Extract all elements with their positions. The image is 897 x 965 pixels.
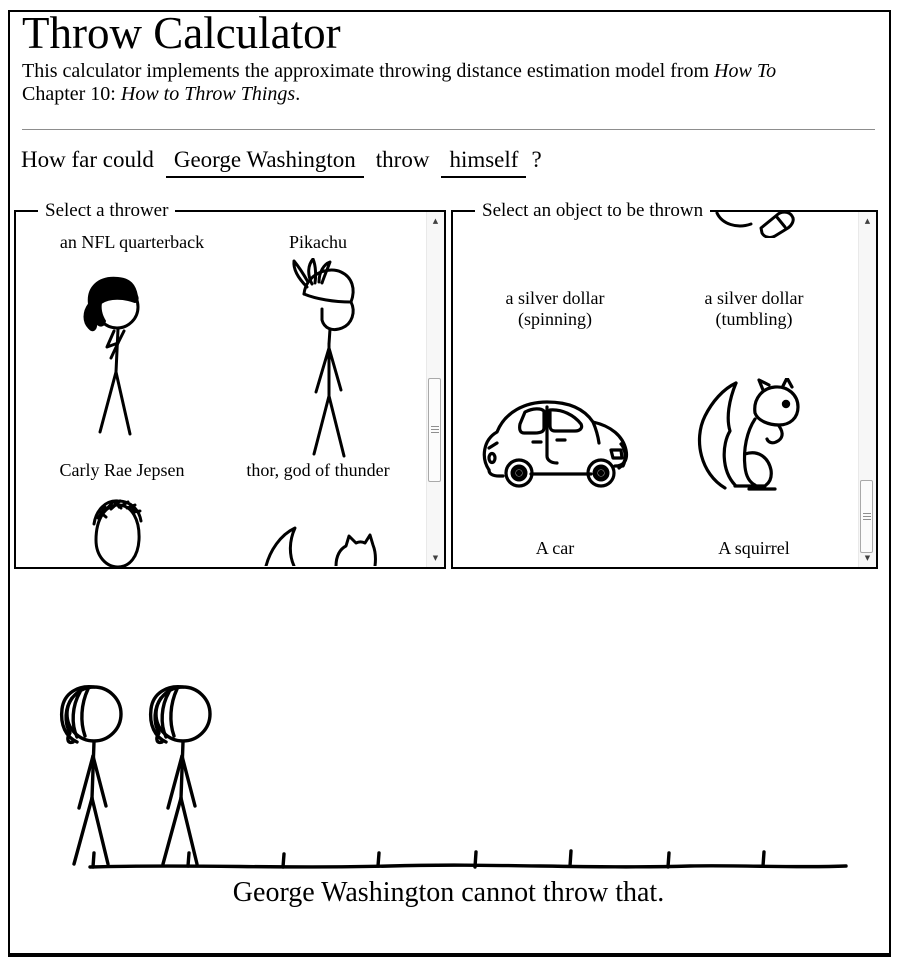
thrower-panel-legend: Select a thrower: [38, 199, 175, 223]
thrower-panel: [14, 200, 446, 569]
option-carly-rae-jepsen[interactable]: Carly Rae Jepsen: [59, 460, 185, 480]
option-thor[interactable]: thor, god of thunder: [246, 460, 390, 480]
scroll-grip-icon: [863, 513, 871, 521]
thrower-select[interactable]: George Washington: [166, 147, 364, 178]
carly-rae-jepsen-drawing[interactable]: [80, 274, 154, 444]
option-squirrel[interactable]: A squirrel: [718, 538, 790, 558]
option-car[interactable]: A car: [535, 538, 575, 558]
object-panel-legend: Select an object to be thrown: [475, 199, 710, 223]
george-washington-figure: [62, 687, 121, 864]
object-scroll-thumb[interactable]: [860, 480, 873, 553]
subtitle-italic-chapter: How to Throw Things: [120, 83, 296, 105]
subtitle-text-2: Chapter 10:: [22, 83, 121, 105]
option-silver-dollar-tumbling[interactable]: a silver dollar (tumbling): [704, 288, 804, 329]
option-pikachu[interactable]: Pikachu: [289, 232, 347, 252]
subtitle-period: .: [295, 83, 301, 105]
partial-next-thrower-drawing[interactable]: [88, 494, 146, 567]
thor-drawing[interactable]: [278, 258, 360, 460]
partial-top-object-drawing[interactable]: [713, 212, 805, 238]
subtitle-text-1: This calculator implements the approximate throwing distance estimation model from: [22, 60, 715, 82]
scroll-grip-icon: [431, 426, 439, 434]
object-select[interactable]: himself: [441, 147, 526, 178]
thrower-scroll-up-icon[interactable]: ▲: [432, 217, 439, 225]
subtitle: [22, 60, 862, 106]
object-scrollbar[interactable]: [858, 212, 876, 567]
car-drawing[interactable]: [477, 388, 635, 490]
divider: [22, 129, 875, 130]
partial-shark-and-cat-drawing[interactable]: [258, 526, 382, 566]
result-caption: George Washington cannot throw that.: [232, 877, 665, 908]
thrower-scrollbar[interactable]: [426, 212, 444, 567]
question-sentence: [21, 147, 542, 178]
object-scroll-area[interactable]: [453, 212, 859, 567]
page-title: Throw Calculator: [22, 8, 341, 58]
question-suffix: ?: [531, 147, 542, 172]
subtitle-italic-how-to: How To: [714, 60, 777, 82]
thrower-scroll-area[interactable]: [16, 212, 427, 567]
squirrel-drawing[interactable]: [691, 378, 815, 494]
question-middle: throw: [375, 147, 430, 172]
thrower-scroll-thumb[interactable]: [428, 378, 441, 482]
object-scroll-down-icon[interactable]: ▼: [864, 554, 871, 562]
option-silver-dollar-spinning[interactable]: a silver dollar (spinning): [505, 288, 605, 329]
thrower-scroll-down-icon[interactable]: ▼: [432, 554, 439, 562]
option-nfl-quarterback[interactable]: an NFL quarterback: [59, 232, 205, 252]
george-washington-figure: [151, 687, 210, 864]
result-drawing: [14, 640, 883, 882]
question-prefix: How far could: [21, 147, 154, 172]
object-panel: [451, 200, 878, 569]
object-scroll-up-icon[interactable]: ▲: [864, 217, 871, 225]
